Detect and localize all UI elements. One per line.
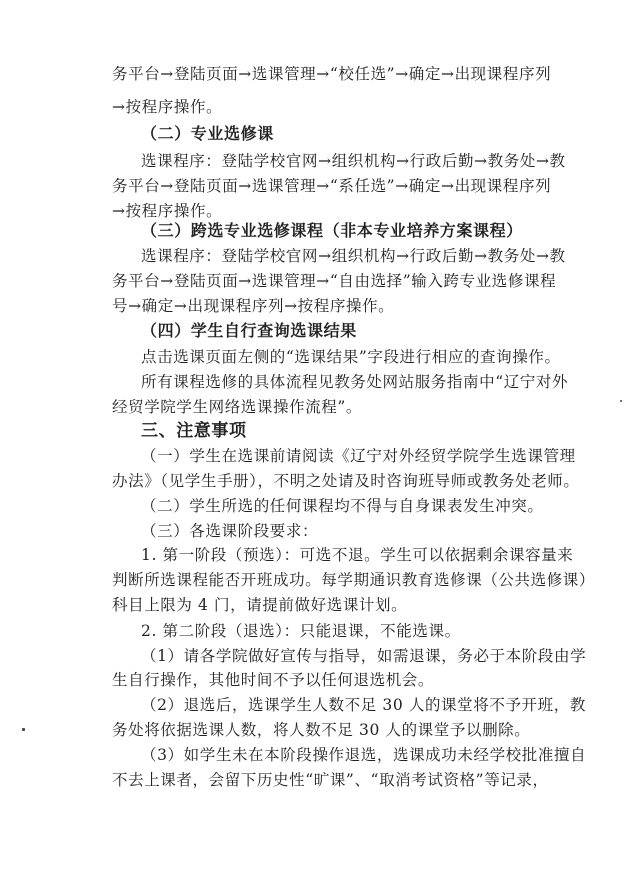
body-text-line: （三）各选课阶段要求： xyxy=(141,522,319,540)
body-text-line: 点击选课页面左侧的“选课结果”字段进行相应的查询操作。 xyxy=(141,348,561,366)
body-text-line: 不去上课者，会留下历史性“旷课”、“取消考试资格”等记录， xyxy=(112,771,549,789)
body-text-line: 务平台→登陆页面→选课管理→“系任选”→确定→出现课程序列 xyxy=(112,177,552,195)
body-text-line: （二）学生所选的任何课程均不得与自身课表发生冲突。 xyxy=(141,497,544,515)
body-text-line: （3）如学生未在本阶段操作退选，选课成功未经学校批准擅自 xyxy=(141,746,587,764)
body-text-line: 号→确定→出现课程序列→按程序操作。 xyxy=(112,297,395,315)
section-heading: 三、注意事项 xyxy=(141,421,247,441)
body-text-line: →按程序操作。 xyxy=(112,98,223,116)
scan-speck xyxy=(22,728,25,731)
body-text-line: 务处将依据选课人数，将人数不足 30 人的课堂予以删除。 xyxy=(112,721,531,739)
body-text-line: （一）学生在选课前请阅读《辽宁对外经贸学院学生选课管理 xyxy=(141,447,576,465)
scan-speck xyxy=(620,400,622,402)
body-text-line: 2. 第二阶段（退选）：只能退课，不能选课。 xyxy=(141,622,461,640)
body-text-line: 务平台→登陆页面→选课管理→“校任选”→确定→出现课程序列 xyxy=(112,65,552,83)
section-heading: （四）学生自行查询选课结果 xyxy=(141,321,357,340)
body-text-line: 务平台→登陆页面→选课管理→“自由选择”输入跨专业选修课程 xyxy=(112,272,557,290)
body-text-line: （2）退选后，选课学生人数不足 30 人的课堂将不予开班，教 xyxy=(141,696,586,714)
body-text-line: 经贸学院学生网络选课操作流程”。 xyxy=(112,398,363,416)
body-text-line: 所有课程选修的具体流程见教务处网站服务指南中“辽宁对外 xyxy=(141,373,569,391)
body-text-line: 生自行操作，其他时间不予以任何退选机会。 xyxy=(112,671,435,689)
body-text-line: 科目上限为 4 门，请提前做好选课计划。 xyxy=(112,596,408,614)
body-text-line: 选课程序：登陆学校官网→组织机构→行政后勤→教务处→教 xyxy=(141,152,566,170)
body-text-line: 办法》（见学生手册），不明之处请及时咨询班导师或教务处老师。 xyxy=(112,472,580,490)
body-text-line: 选课程序：登陆学校官网→组织机构→行政后勤→教务处→教 xyxy=(141,247,566,265)
section-heading: （二）专业选修课 xyxy=(141,124,274,143)
body-text-line: 判断所选课程能否开班成功。每学期通识教育选修课（公共选修课） xyxy=(112,571,596,589)
section-heading: （三）跨选专业选修课程（非本专业培养方案课程） xyxy=(141,221,523,240)
body-text-line: →按程序操作。 xyxy=(112,202,223,220)
body-text-line: （1）请各学院做好宣传与指导，如需退课，务必于本阶段由学 xyxy=(141,647,587,665)
body-text-line: 1. 第一阶段（预选）：可选不退。学生可以依据剩余课容量来 xyxy=(141,546,574,564)
